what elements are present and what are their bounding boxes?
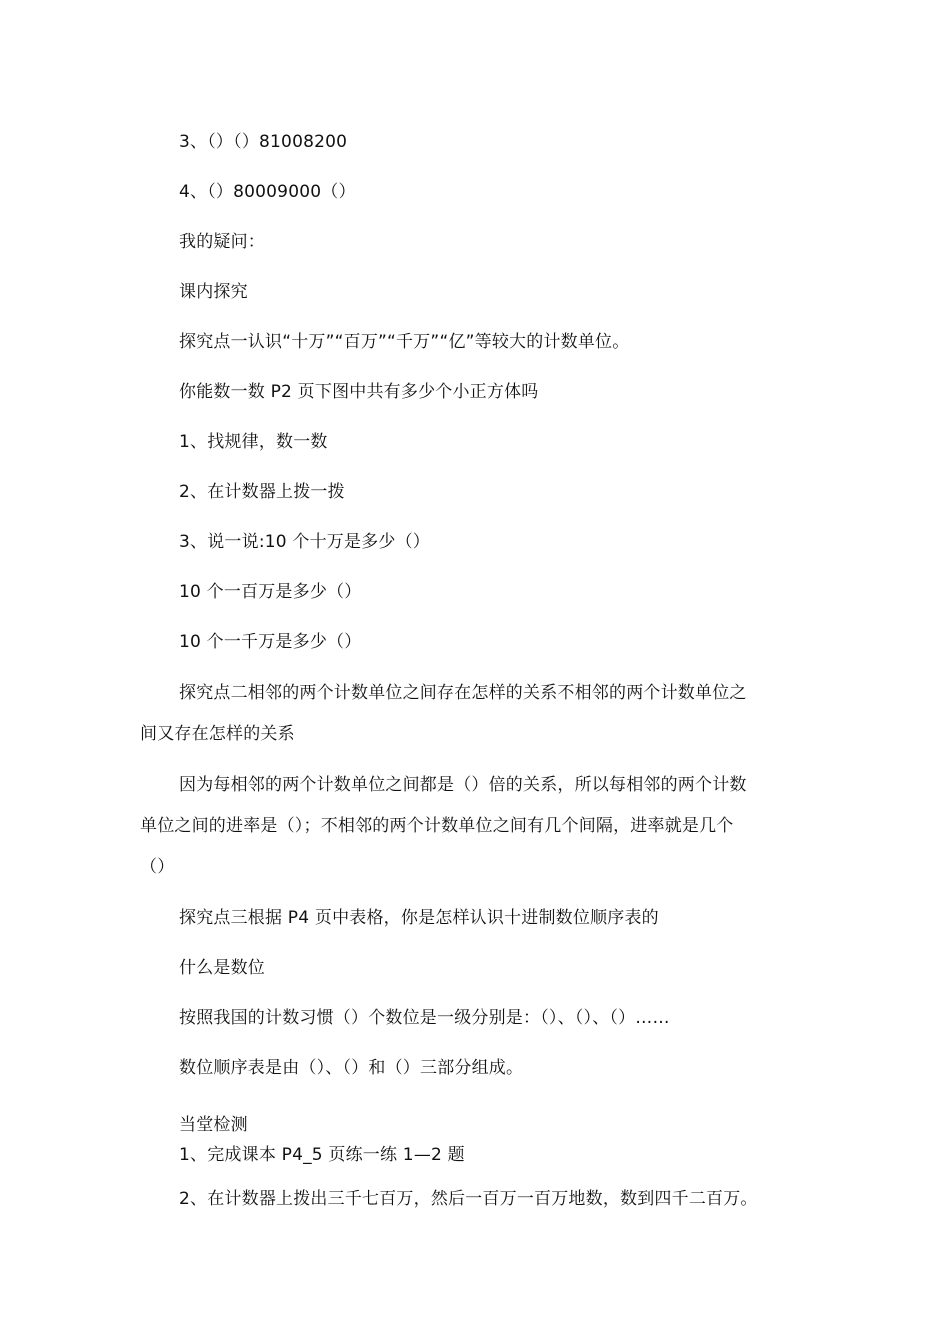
ratio-paragraph-line-3: （）: [140, 857, 175, 877]
in-class-check-heading: 当堂检测: [179, 1115, 248, 1135]
ratio-paragraph-line-1: 因为每相邻的两个计数单位之间都是（）倍的关系，所以每相邻的两个计数: [179, 775, 747, 795]
ten-ten-millions-line: 10 个一千万是多少（）: [179, 632, 362, 652]
exercise-3-line: 3、（）（）81008200: [179, 132, 348, 152]
what-is-digit-place: 什么是数位: [179, 958, 265, 978]
counting-habit-line: 按照我国的计数习惯（）个数位是一级分别是：（）、（）、（）……: [179, 1008, 670, 1028]
exercise-4-line: 4、（）80009000（）: [179, 182, 356, 202]
step-1-line: 1、找规律，数一数: [179, 432, 328, 452]
my-questions-heading: 我的疑问：: [179, 232, 265, 252]
inquiry-point-3: 探究点三根据 P4 页中表格，你是怎样认识十进制数位顺序表的: [179, 908, 659, 928]
ratio-paragraph-line-2: 单位之间的进率是（）；不相邻的两个计数单位之间有几个间隔，进率就是几个: [140, 816, 734, 836]
ten-millions-line: 10 个一百万是多少（）: [179, 582, 362, 602]
step-2-line: 2、在计数器上拨一拨: [179, 482, 345, 502]
inquiry-point-2-line-1: 探究点二相邻的两个计数单位之间存在怎样的关系不相邻的两个计数单位之: [179, 683, 747, 703]
inquiry-point-1: 探究点一认识“十万”“百万”“千万”“亿”等较大的计数单位。: [179, 332, 630, 352]
count-cubes-question: 你能数一数 P2 页下图中共有多少个小正方体吗: [179, 382, 539, 402]
step-3-line: 3、说一说:10 个十万是多少（）: [179, 532, 430, 552]
place-value-table-line: 数位顺序表是由（）、（）和（）三部分组成。: [179, 1058, 524, 1078]
check-item-2: 2、在计数器上拨出三千七百万，然后一百万一百万地数，数到四千二百万。: [179, 1189, 758, 1209]
in-class-inquiry-heading: 课内探究: [179, 282, 248, 302]
check-item-1: 1、完成课本 P4_5 页练一练 1—2 题: [179, 1145, 465, 1165]
inquiry-point-2-line-2: 间又存在怎样的关系: [140, 724, 295, 744]
